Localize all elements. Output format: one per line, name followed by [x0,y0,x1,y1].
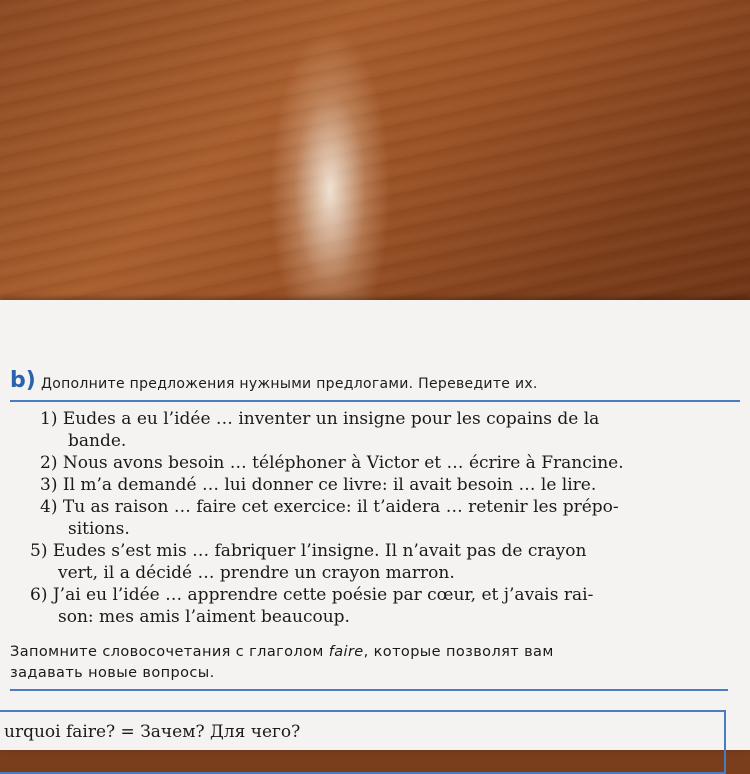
exercise-item-6 [30,584,705,628]
exercise-item-3 [40,474,715,496]
note-text: Запомните словосочетания с глаголом [10,644,329,660]
exercise-line: vert, il a décidé … prendre un crayon marron. [58,563,455,583]
exercise-list [0,408,750,628]
exercise-item-5 [30,540,705,584]
vocabulary-note [10,642,728,684]
textbook-page [0,300,750,750]
exercise-line: bande. [68,431,127,451]
exercise-item-4 [40,496,715,540]
exercise-line: son: mes amis l’aiment beaucoup. [58,607,350,627]
exercise-letter: b) [10,368,36,393]
note-text: , которые позволят вам [363,644,554,660]
exercise-header [10,370,740,402]
exercise-line: 6) J’ai eu l’idée … apprendre cette poésie par cœur, et j’avais rai- [30,585,594,605]
note-line-2: задавать новые вопросы. [10,665,215,681]
phrase-box [0,710,726,774]
wooden-table-background [0,0,750,310]
phrase-line: urquoi faire? = Зачем? Для чего? [4,722,301,742]
divider [10,689,728,691]
exercise-line: 3) Il m’a demandé … lui donner ce livre: il avait besoin … le lire. [40,475,597,495]
exercise-line: 5) Eudes s’est mis … fabriquer l’insigne. Il n’avait pas de crayon [30,541,587,561]
note-line-1 [10,642,728,663]
note-verb: faire [328,644,364,660]
exercise-item-1 [40,408,715,452]
exercise-instruction: Дополните предложения нужными предлогами. Переведите их. [41,376,538,392]
exercise-line: sitions. [68,519,130,539]
exercise-line: 2) Nous avons besoin … téléphoner à Victor et … écrire à Francine. [40,453,624,473]
exercise-item-2 [40,452,715,474]
exercise-line: 4) Tu as raison … faire cet exercice: il t’aidera … retenir les prépo- [40,497,619,517]
exercise-line: 1) Eudes a eu l’idée … inventer un insigne pour les copains de la [40,409,600,429]
